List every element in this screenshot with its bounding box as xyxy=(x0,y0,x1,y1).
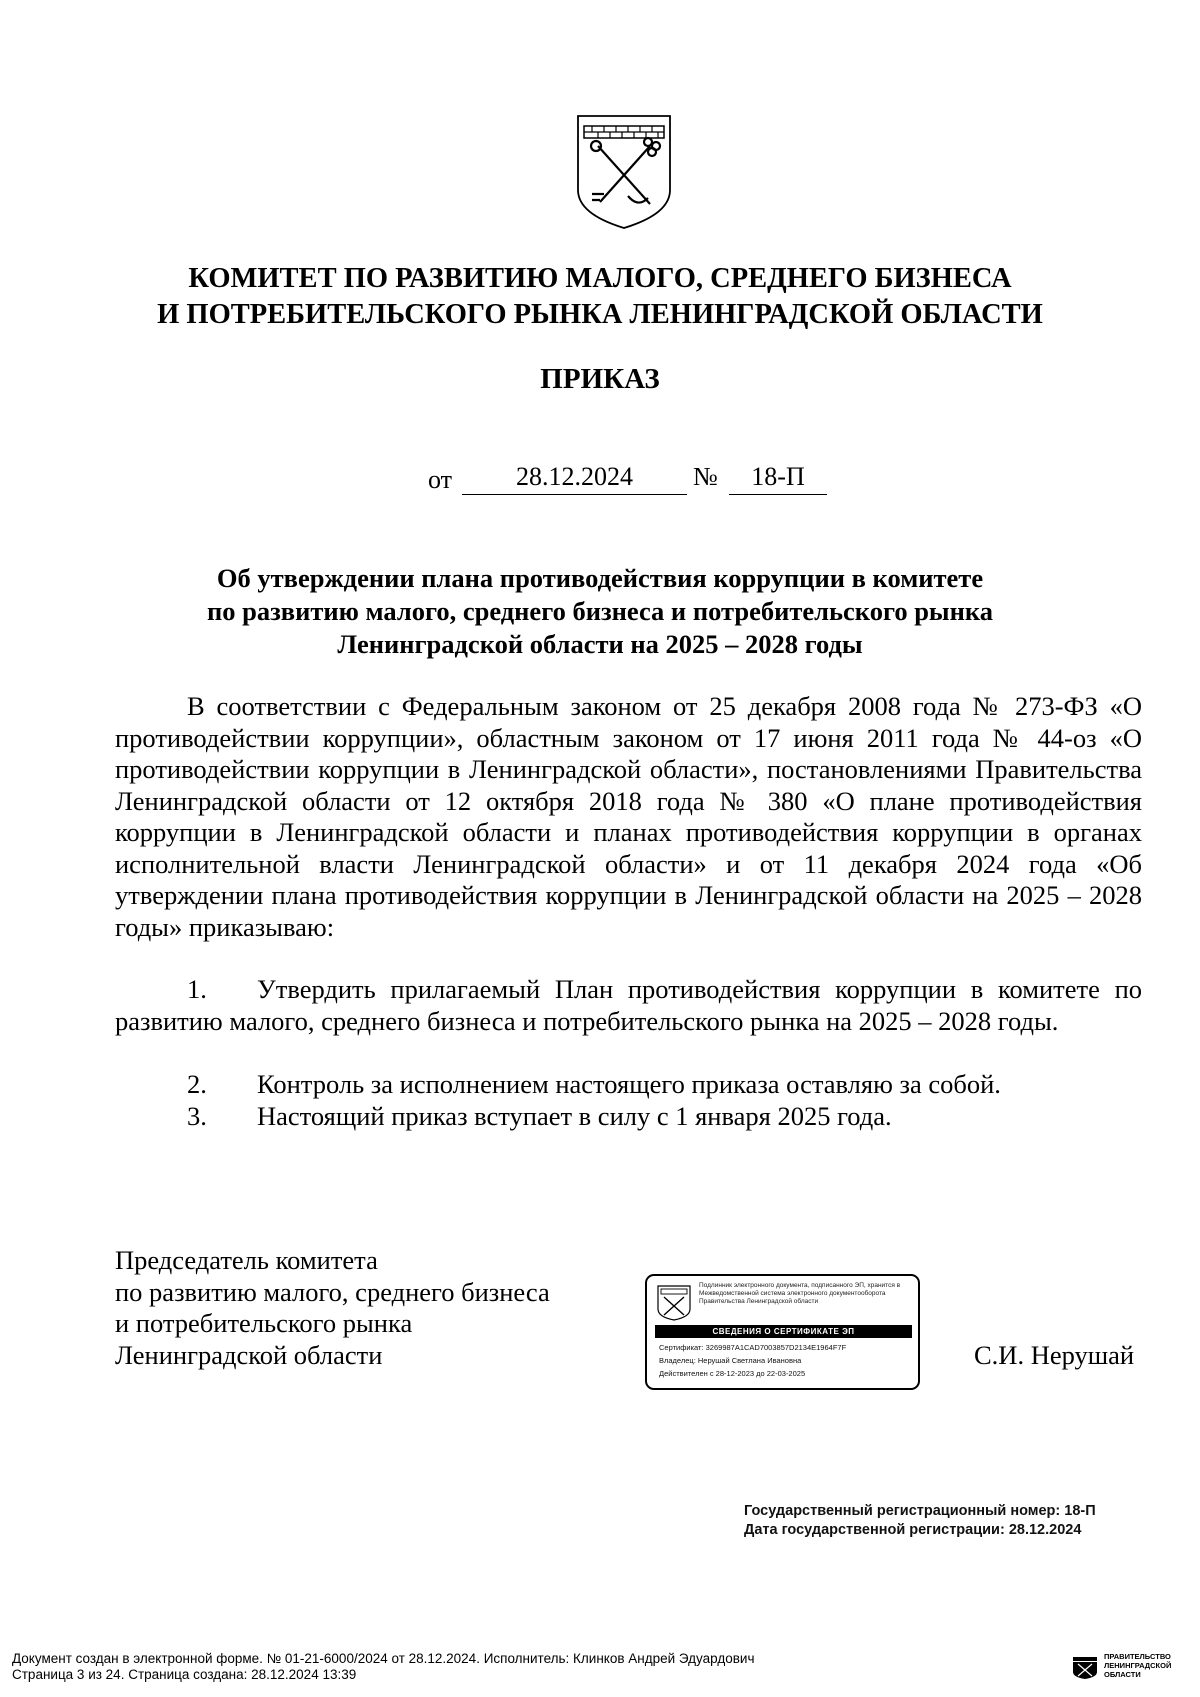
logo-line-3: ОБЛАСТИ xyxy=(1104,1670,1141,1679)
coat-of-arms-icon xyxy=(574,112,674,232)
organization-title xyxy=(0,261,1200,333)
logo-line-1: ПРАВИТЕЛЬСТВО xyxy=(1104,1652,1171,1661)
subject-line-2: по развитию малого, среднего бизнеса и потребительского рынка xyxy=(206,596,994,626)
number-label: № xyxy=(693,462,718,491)
logo-line-2: ЛЕНИНГРАДСКОЙ xyxy=(1104,1661,1172,1670)
esig-emblem-icon xyxy=(655,1283,693,1321)
order-number: 18-П xyxy=(729,460,827,495)
org-title-line-1: КОМИТЕТ ПО РАЗВИТИЮ МАЛОГО, СРЕДНЕГО БИЗНЕСА xyxy=(188,263,1012,294)
registration-date: Дата государственной регистрации: 28.12.2024 xyxy=(744,1522,1082,1538)
government-logo-text xyxy=(1104,1652,1171,1679)
position-line-4: Ленинградской области xyxy=(115,1339,383,1370)
document-type: ПРИКАЗ xyxy=(540,363,660,395)
government-emblem-icon xyxy=(1072,1654,1098,1680)
order-item-2 xyxy=(115,1069,1142,1101)
order-item-3 xyxy=(115,1101,1142,1133)
item-number: 1. xyxy=(187,974,207,1004)
item-text: Контроль за исполнением настоящего приказа оставляю за собой. xyxy=(257,1069,1001,1099)
electronic-signature-stamp xyxy=(645,1274,920,1390)
position-line-2: по развитию малого, среднего бизнеса xyxy=(115,1276,550,1307)
subject-line-1: Об утверждении плана противодействия коррупции в комитете xyxy=(216,563,984,593)
document-footer xyxy=(12,1651,755,1683)
registration-number: Государственный регистрационный номер: 18-П xyxy=(744,1503,1096,1519)
order-subject xyxy=(0,562,1200,661)
esig-header: СВЕДЕНИЯ О СЕРТИФИКАТЕ ЭП xyxy=(655,1325,912,1338)
preamble-paragraph: В соответствии с Федеральным законом от 25 декабря 2008 года № 273-ФЗ «О противодействии коррупции», областным законом от 17 июня 2011 года № 44-оз «О противодействии коррупции в Ленинградской области», постановлениями Правительства Ленинградской области от 12 октября 2018 года № 380 «О плане противодействия коррупции в Ленинградской области и планах противодействия коррупции в органах исполнительной власти Ленинградской области» и от 11 декабря 2024 года «Об утверждении плана противодействия коррупции в Ленинградской области на 2025 – 2028 годы» приказываю: xyxy=(115,691,1142,942)
footer-line-2: Страница 3 из 24. Страница создана: 28.12.2024 13:39 xyxy=(12,1667,357,1682)
footer-line-1: Документ создан в электронной форме. № 01-21-6000/2024 от 28.12.2024. Исполнитель: Клинков Андрей Эдуардович xyxy=(12,1651,755,1666)
position-line-3: и потребительского рынка xyxy=(115,1308,413,1338)
org-title-line-2: И ПОТРЕБИТЕЛЬСКОГО РЫНКА ЛЕНИНГРАДСКОЙ ОБЛАСТИ xyxy=(157,299,1043,330)
item-text: Настоящий приказ вступает в силу с 1 января 2025 года. xyxy=(257,1101,892,1131)
signer-name: С.И. Нерушай xyxy=(974,1340,1135,1370)
order-item-1 xyxy=(115,974,1142,1037)
date-label: от xyxy=(428,465,453,494)
registration-info xyxy=(744,1502,1096,1540)
esig-certificate: Сертификат: 3269987A1CAD7003857D2134E1964F7F xyxy=(659,1343,847,1352)
esig-owner: Владелец: Нерушай Светлана Ивановна xyxy=(659,1356,802,1365)
position-line-1: Председатель комитета xyxy=(115,1245,378,1275)
order-date: 28.12.2024 xyxy=(462,460,687,495)
signer-position xyxy=(115,1245,550,1371)
item-number: 3. xyxy=(187,1101,207,1131)
esig-validity: Действителен с 28-12-2023 до 22-03-2025 xyxy=(659,1369,806,1378)
item-number: 2. xyxy=(187,1069,207,1099)
esig-info-text: Подлинник электронного документа, подписанного ЭП, хранится в Межведомственной система электронного документооборота Правительства Ленинградской области xyxy=(699,1282,901,1305)
subject-line-3: Ленинградской области на 2025 – 2028 годы xyxy=(337,629,863,659)
item-text: Утвердить прилагаемый План противодействия коррупции в комитете по развитию малого, среднего бизнеса и потребительского рынка на 2025 – 2028 годы. xyxy=(115,974,1142,1036)
